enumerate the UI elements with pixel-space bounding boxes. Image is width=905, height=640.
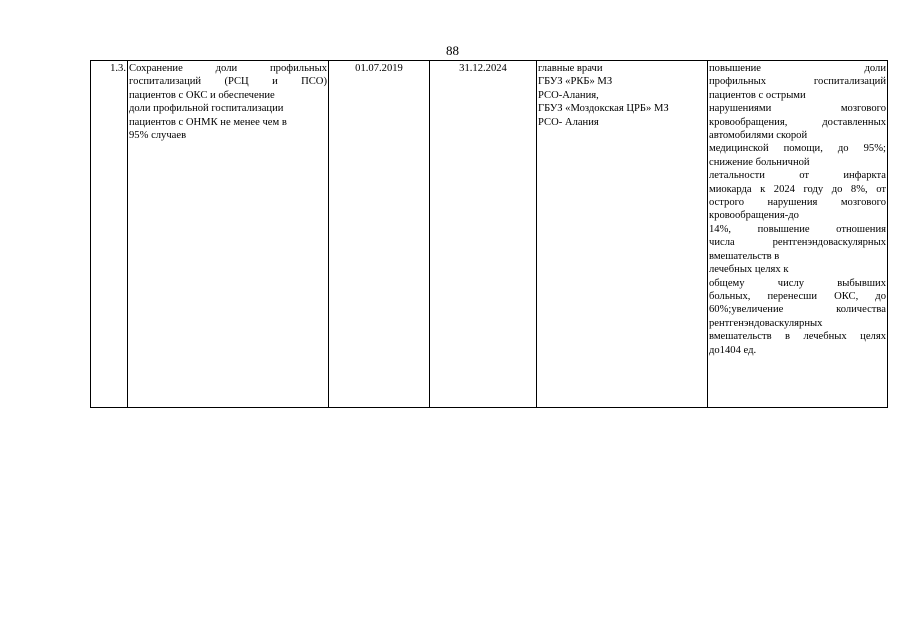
task-line: пациентов с ОКС и обеспечение bbox=[129, 89, 275, 101]
result-line: 60%;увеличение количества bbox=[709, 304, 886, 316]
responsible-line: главные врачи bbox=[538, 63, 603, 74]
responsible-line: ГБУЗ «РКБ» МЗ bbox=[538, 76, 613, 88]
result-line: до1404 ед. bbox=[709, 344, 757, 356]
cell-item-number: 1.3. bbox=[91, 61, 128, 408]
result-line: кровообращения-до bbox=[709, 210, 799, 222]
result-line: медицинской помощи, до 95%; bbox=[709, 143, 886, 155]
table-row bbox=[91, 61, 888, 408]
responsible-line: РСО-Алания, bbox=[538, 89, 599, 101]
task-line: Сохранение доли профильных bbox=[129, 63, 327, 74]
task-line: 95% случаев bbox=[129, 130, 187, 142]
result-line: числа рентгенэндоваскулярных bbox=[709, 237, 886, 249]
result-line: пациентов с острыми bbox=[709, 89, 806, 101]
task-line: госпитализаций (РСЦ и ПСО) bbox=[129, 76, 327, 88]
task-line: пациентов с ОНМК не менее чем в bbox=[129, 116, 287, 128]
responsible-line: РСО- Алания bbox=[538, 116, 599, 128]
cell-task bbox=[128, 61, 329, 408]
result-line: кровообращения, доставленных bbox=[709, 116, 886, 128]
cell-responsible bbox=[537, 61, 708, 408]
measures-table bbox=[90, 60, 888, 408]
result-line: острого нарушения мозгового bbox=[709, 197, 886, 209]
result-line: профильных госпитализаций bbox=[709, 76, 886, 88]
result-line: вмешательств в лечебных целях bbox=[709, 331, 886, 343]
result-line: летальности от инфаркта bbox=[709, 170, 886, 182]
result-line: нарушениями мозгового bbox=[709, 103, 886, 115]
task-line: доли профильной госпитализации bbox=[129, 103, 284, 115]
cell-expected-result bbox=[708, 61, 888, 408]
result-line: снижение больничной bbox=[709, 156, 810, 168]
result-line: больных, перенесши ОКС, до bbox=[709, 290, 886, 302]
result-line: повышение доли bbox=[709, 63, 886, 74]
result-line: рентгенэндоваскулярных bbox=[709, 317, 823, 329]
result-line: 14%, повышение отношения bbox=[709, 223, 886, 235]
result-line: вмешательств в bbox=[709, 250, 780, 262]
result-line: миокарда к 2024 году до 8%, от bbox=[709, 183, 886, 195]
cell-start-date: 01.07.2019 bbox=[329, 61, 430, 408]
result-line: общему числу выбывших bbox=[709, 277, 886, 289]
result-line: лечебных целях к bbox=[709, 264, 789, 276]
cell-end-date: 31.12.2024 bbox=[430, 61, 537, 408]
page-number: 88 bbox=[446, 43, 459, 58]
responsible-line: ГБУЗ «Моздокская ЦРБ» МЗ bbox=[538, 103, 669, 115]
result-line: автомобилями скорой bbox=[709, 130, 808, 142]
